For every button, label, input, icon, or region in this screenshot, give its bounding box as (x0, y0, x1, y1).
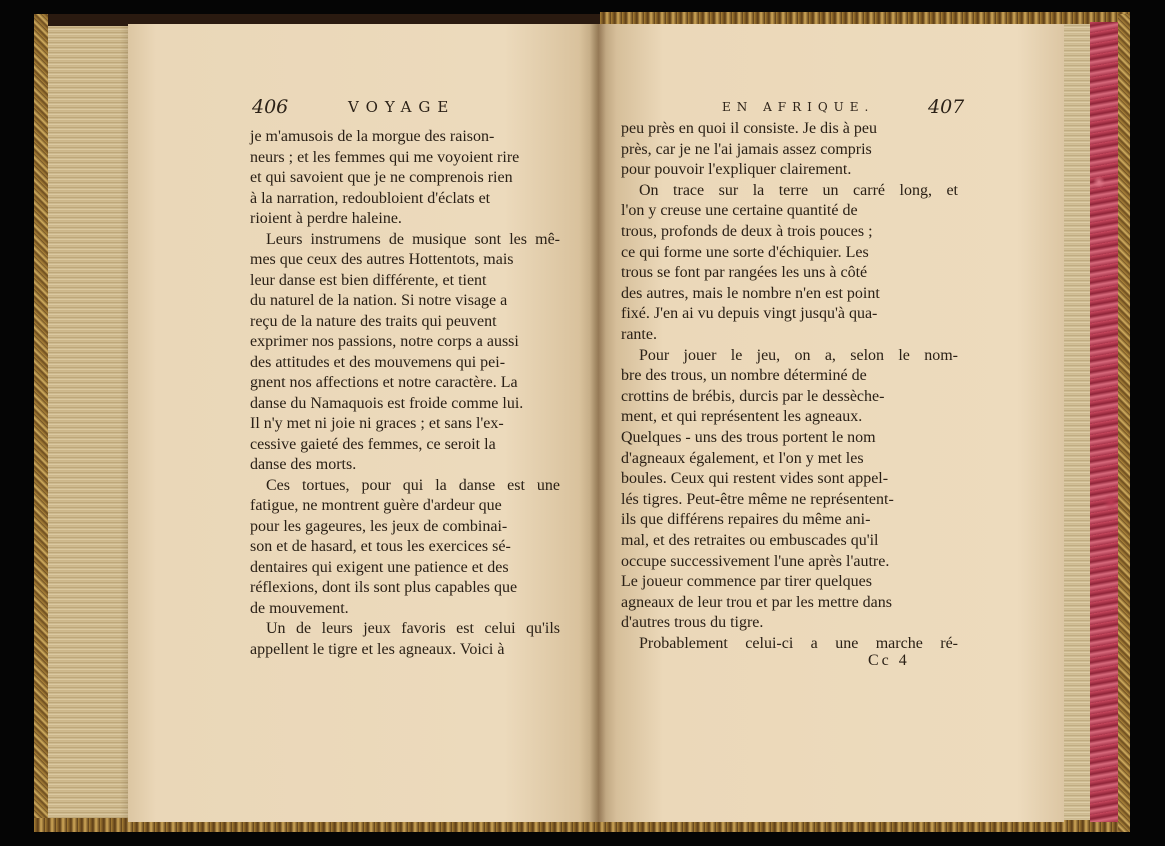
text-line: d'autres trous du tigre. (621, 614, 764, 632)
text-line: appellent le tigre et les agneaux. Voici à (250, 640, 505, 658)
text-line: du naturel de la nation. Si notre visage a (250, 292, 508, 309)
text-line: l'on y creuse une certaine quantité de (621, 202, 858, 220)
right-gilt-border (1118, 14, 1130, 832)
right-running-title: EN AFRIQUE. (722, 100, 875, 114)
text-line: fixé. J'en ai vu depuis vingt jusqu'à qua- (621, 305, 878, 323)
text-line: gnent nos affections et notre caractère. La (250, 374, 518, 391)
text-line: agneaux de leur trou et par les mettre dans (621, 593, 892, 611)
text-line: son et de hasard, et tous les exercices sé- (250, 538, 511, 555)
text-line: fatigue, ne montrent guère d'ardeur que (250, 497, 502, 514)
text-line: ment, et qui représentent les agneaux. (621, 408, 863, 426)
text-line: Un de leurs jeux favoris est celui qu'ils (266, 620, 560, 637)
text-line: cessive gaieté des femmes, ce seroit la (250, 435, 496, 453)
right-page-edges (1062, 24, 1090, 820)
text-line: ils que différens repaires du même ani- (621, 511, 871, 529)
text-line: ce qui forme une sorte d'échiquier. Les (621, 243, 869, 261)
text-line: exprimer nos passions, notre corps a aussi (250, 333, 519, 350)
text-line: rante. (621, 326, 657, 343)
text-line: réflexions, dont ils sont plus capables que (250, 579, 518, 596)
right-folio: 407 (928, 96, 965, 118)
text-line: des autres, mais le nombre n'en est point (621, 284, 880, 302)
text-line: Probablement celui-ci a une marche ré- (639, 635, 958, 652)
text-line: trous se font par rangées les uns à côté (621, 264, 868, 282)
text-line: peu près en quoi il consiste. Je dis à peu (621, 120, 877, 137)
text-line: bre des trous, un nombre déterminé de (621, 367, 867, 385)
marbled-endpaper (1090, 22, 1120, 822)
text-line: mes que ceux des autres Hottentots, mais (250, 251, 514, 268)
text-line: On trace sur la terre un carré long, et (639, 181, 958, 199)
text-line: Le joueur commence par tirer quelques (621, 573, 872, 591)
text-line: lés tigres. Peut-être même ne représentent- (621, 490, 894, 508)
text-line: à la narration, redoubloient d'éclats et (250, 189, 491, 207)
text-line: danse des morts. (250, 456, 357, 473)
text-line: danse du Namaquois est froide comme lui. (250, 394, 524, 412)
text-line: Il n'y met ni joie ni graces ; et sans l'ex- (250, 415, 504, 432)
left-running-title: VOYAGE (348, 98, 456, 116)
text-line: Quelques - uns des trous portent le nom (621, 429, 876, 446)
text-line: Leurs instrumens de musique sont les mê- (266, 230, 560, 248)
text-line: dentaires qui exigent une patience et des (250, 558, 509, 576)
text-line: pour les gageures, les jeux de combinai- (250, 517, 508, 535)
text-line: trous, profonds de deux à trois pouces ; (621, 223, 873, 240)
left-page-edges (40, 26, 138, 822)
text-line: leur danse est bien différente, et tient (250, 271, 487, 289)
text-line: de mouvement. (250, 599, 349, 617)
text-line: rioient à perdre haleine. (250, 210, 402, 227)
text-line: je m'amusois de la morgue des raison- (250, 128, 495, 145)
left-gilt-border (34, 14, 48, 832)
text-line: occupe successivement l'une après l'autre. (621, 552, 890, 570)
text-line: mal, et des retraites ou embuscades qu'il (621, 532, 879, 549)
left-folio: 406 (252, 96, 289, 118)
text-line: Pour jouer le jeu, on a, selon le nom- (639, 346, 958, 364)
text-line: Ces tortues, pour qui la danse est une (266, 476, 560, 494)
text-line: reçu de la nature des traits qui peuvent (250, 312, 497, 330)
text-line: pour pouvoir l'expliquer clairement. (621, 161, 852, 179)
text-line: et qui savoient que je ne comprenois rien (250, 169, 513, 186)
text-line: crottins de brébis, durcis par le dessèche- (621, 387, 885, 405)
left-running-header (252, 96, 552, 122)
text-line: d'agneaux également, et l'on y met les (621, 449, 864, 467)
text-line: près, car je ne l'ai jamais assez compris (621, 140, 872, 158)
text-line: boules. Ceux qui restent vides sont appel- (621, 470, 889, 488)
book-gutter (590, 24, 606, 822)
text-line: des attitudes et des mouvemens qui pei- (250, 353, 506, 371)
text-line: neurs ; et les femmes qui me voyoient rire (250, 148, 520, 166)
signature-mark: Cc 4 (868, 652, 910, 669)
